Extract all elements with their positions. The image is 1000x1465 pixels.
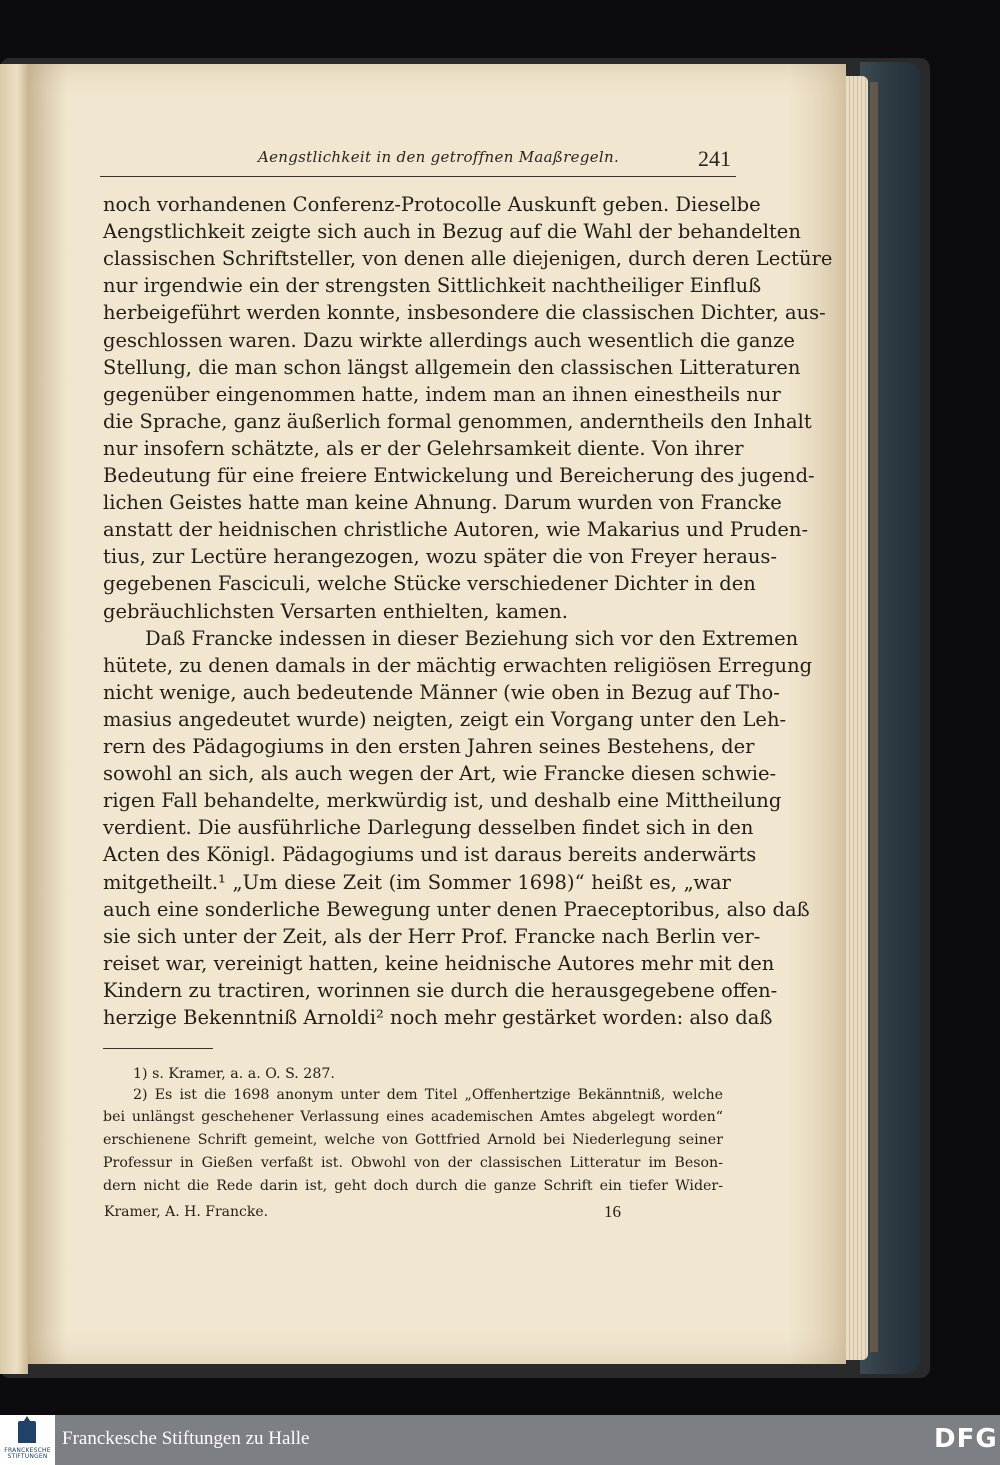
- text-line: Bedeutung für eine freiere Entwickelung und Bereicherung des jugend-: [103, 464, 815, 487]
- text-line: sowohl an sich, als auch wegen der Art, wie Francke diesen schwie-: [103, 762, 777, 786]
- text-line: Aengstlichkeit zeigte sich auch in Bezug auf die Wahl der behandelten: [103, 220, 801, 244]
- building-icon: [18, 1421, 36, 1443]
- book-spine-edge: [860, 62, 920, 1374]
- text-line: masius angedeutet wurde) neigten, zeigt ein Vorgang unter den Leh-: [103, 707, 787, 731]
- text-line: gebräuchlichsten Versarten enthielten, kamen.: [103, 599, 568, 623]
- text-line: rigen Fall behandelte, merkwürdig ist, und deshalb eine Mittheilung: [103, 789, 782, 813]
- text-line: gegebenen Fasciculi, welche Stücke verschiedener Dichter in den: [103, 572, 756, 596]
- text-line: nur insofern schätzte, als er der Gelehrsamkeit diente. Von ihrer: [103, 436, 744, 460]
- text-line: sie sich unter der Zeit, als der Herr Prof. Francke nach Berlin ver-: [103, 924, 761, 948]
- text-line: verdient. Die ausführliche Darlegung desselben findet sich in den: [103, 816, 754, 840]
- text-line: hütete, zu denen damals in der mächtig erwachten religiösen Erregung: [103, 653, 813, 677]
- text-line: herbeigeführt werden konnte, insbesondere die classischen Dichter, aus-: [103, 301, 826, 325]
- foundation-logo[interactable]: [0, 1415, 55, 1465]
- text-line: Stellung, die man schon längst allgemein den classischen Litteraturen: [103, 355, 801, 379]
- text-line: Daß Francke indessen in dieser Beziehung sich vor den Extremen: [145, 626, 799, 650]
- signature-number: 16: [604, 1202, 621, 1221]
- logo-caption: FRANCKESCHE STIFTUNGEN: [4, 1447, 51, 1460]
- footnote-line: 2) Es ist die 1698 anonym unter dem Titel „Offenhertzige Bekänntniß, welche: [133, 1087, 723, 1103]
- text-line: nicht wenige, auch bedeutende Männer (wie oben in Bezug auf Tho-: [103, 680, 780, 704]
- running-head: Aengstlichkeit in den getroffnen Maaßregeln.: [258, 148, 620, 166]
- left-page-edge: [0, 64, 28, 1374]
- signature-mark: Kramer, A. H. Francke.: [104, 1204, 269, 1220]
- text-line: reiset war, vereinigt hatten, keine heidnische Autores mehr mit den: [103, 951, 775, 975]
- text-line: die Sprache, ganz äußerlich formal genommen, anderntheils den Inhalt: [103, 409, 812, 433]
- footnote-line: Professur in Gießen verfaßt ist. Obwohl von der classischen Litteratur im Beson-: [103, 1155, 723, 1171]
- text-line: noch vorhandenen Conferenz-Protocolle Auskunft geben. Dieselbe: [103, 193, 761, 216]
- text-line: mitgetheilt.¹ „Um diese Zeit (im Sommer 1698)“ heißt es, „war: [103, 870, 731, 894]
- footnote-line: 1) s. Kramer, a. a. O. S. 287.: [133, 1066, 335, 1082]
- footer-title: Franckesche Stiftungen zu Halle: [62, 1428, 310, 1449]
- dfg-logo[interactable]: DFG: [934, 1424, 998, 1454]
- text-line: Kindern zu tractiren, worinnen sie durch die herausgegebene offen-: [103, 978, 778, 1002]
- text-line: gegenüber eingenommen hatte, indem man an ihnen einestheils nur: [103, 382, 781, 406]
- text-line: geschlossen waren. Dazu wirkte allerdings auch wesentlich die ganze: [103, 328, 795, 352]
- text-line: classischen Schriftsteller, von denen alle diejenigen, durch deren Lectüre: [103, 247, 833, 271]
- header-rule: [100, 176, 736, 177]
- text-line: nur irgendwie ein der strengsten Sittlichkeit nachtheiliger Einfluß: [103, 274, 762, 298]
- footnote-line: erschienene Schrift gemeint, welche von Gottfried Arnold bei Niederlegung seiner: [103, 1132, 723, 1148]
- footnote-line: bei unlängst geschehener Verlassung eines academischen Amtes abgelegt worden“: [103, 1109, 723, 1125]
- text-line: tius, zur Lectüre herangezogen, wozu später die von Freyer heraus-: [103, 545, 777, 569]
- text-line: auch eine sonderliche Bewegung unter denen Praeceptoribus, also daß: [103, 897, 810, 921]
- text-line: anstatt der heidnischen christliche Autoren, wie Makarius und Pruden-: [103, 518, 809, 542]
- text-line: Acten des Königl. Pädagogiums und ist daraus bereits anderwärts: [103, 843, 757, 867]
- text-line: rern des Pädagogiums in den ersten Jahren seines Bestehens, der: [103, 735, 755, 758]
- footnote-rule: [103, 1048, 213, 1049]
- text-line: herzige Bekenntniß Arnoldi² noch mehr gestärket worden: also daß: [103, 1006, 773, 1029]
- page-number: 241: [698, 146, 731, 171]
- text-line: lichen Geistes hatte man keine Ahnung. Darum wurden von Francke: [103, 491, 782, 515]
- footnote-line: dern nicht die Rede darin ist, geht doch durch die ganze Schrift ein tiefer Wider-: [103, 1178, 723, 1194]
